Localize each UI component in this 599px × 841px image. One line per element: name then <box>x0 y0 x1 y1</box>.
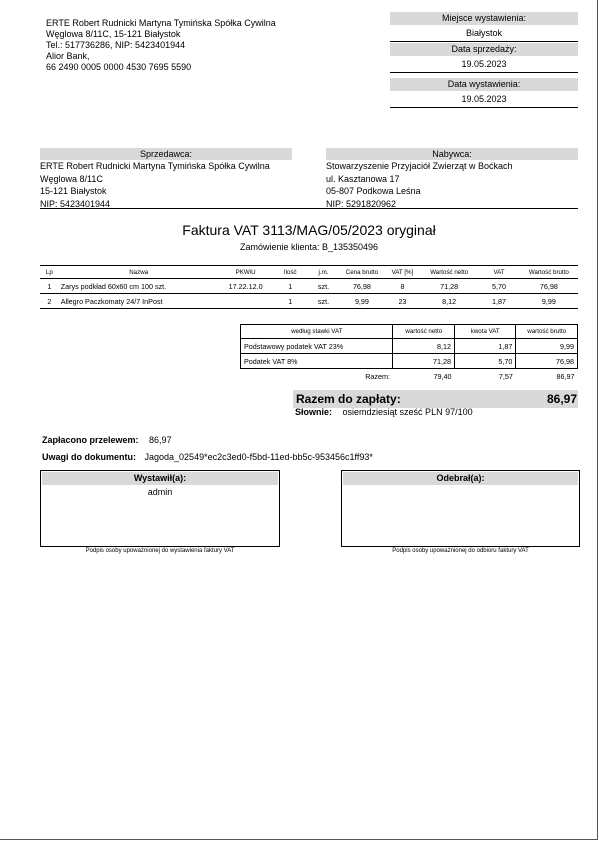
vat-net: 8,12 <box>393 339 455 354</box>
items-header-row <box>40 266 578 279</box>
receiver-label: Odebrał(a): <box>343 472 578 485</box>
issue-date-value: 19.05.2023 <box>390 91 578 108</box>
seller-label: Sprzedawca: <box>40 148 292 160</box>
item-vat-rate: 23 <box>385 294 420 309</box>
vat-header-row <box>241 325 578 339</box>
notes-info <box>42 452 373 463</box>
amount-due-label: Razem do zapłaty: <box>296 392 401 406</box>
item-net-value: 71,28 <box>440 281 459 291</box>
item-name: Zarys podkład 60x60 cm 100 szt. <box>60 281 167 291</box>
vat-col-rate: według stawki VAT <box>241 325 393 339</box>
item-gross-value: 76,98 <box>539 281 558 291</box>
invoice-title: Faktura VAT 3113/MAG/05/2023 oryginał <box>182 222 436 238</box>
item-lp: 2 <box>40 294 59 309</box>
item-qty: 1 <box>273 294 308 309</box>
issuer-signature-box <box>40 470 280 547</box>
col-pkwiu: PKWiU <box>219 266 273 279</box>
seller-header-bank: Alior Bank, <box>46 51 90 61</box>
vat-amount: 1,87 <box>455 339 516 354</box>
vat-col-vat: kwota VAT <box>455 325 516 339</box>
item-gross-price: 9,99 <box>339 294 385 309</box>
vat-rate-name: Podstawowy podatek VAT 23% <box>241 339 393 354</box>
place-value: Białystok <box>390 25 578 42</box>
seller-header-contact: Tel.: 517736286, NIP: 5423401944 <box>46 40 186 50</box>
amount-due-value: 86,97 <box>546 392 577 406</box>
receiver-caption: Podpis osoby upoważnionej do odbioru faktury VAT <box>392 548 529 554</box>
seller-nip: NIP: 5423401944 <box>40 198 111 209</box>
issuer-caption: Podpis osoby upoważnionej do wystawienia faktury VAT <box>85 548 235 554</box>
amount-in-words-value: osiemdziesiąt sześć PLN 97/100 <box>342 407 473 417</box>
invoice-meta <box>390 12 578 108</box>
seller-header-address: Węglowa 8/11C, 15-121 Białystok <box>46 29 181 39</box>
col-gross-price: Cena brutto <box>339 266 385 279</box>
item-pkwiu: 17.22.12.0 <box>228 281 263 291</box>
vat-col-gross: wartość brutto <box>516 325 578 339</box>
vat-rate-name: Podatek VAT 8% <box>241 354 393 369</box>
items-table <box>40 265 578 309</box>
item-vat-amount: 5,70 <box>492 281 507 291</box>
col-vat-amount: VAT <box>478 266 520 279</box>
table-row <box>241 339 578 354</box>
buyer-name: Stowarzyszenie Przyjaciół Zwierząt w Boćkach <box>326 161 513 171</box>
paid-label: Zapłacono przelewem: <box>42 435 139 445</box>
table-row <box>40 279 578 294</box>
seller-name: ERTE Robert Rudnicki Martyna Tymińska Spółka Cywilna <box>40 161 270 171</box>
issuer-name: admin <box>147 487 173 497</box>
vat-net: 71,28 <box>393 354 455 369</box>
seller-street: Węglowa 8/11C <box>40 173 103 184</box>
vat-gross: 76,98 <box>516 354 578 369</box>
col-unit: j.m. <box>308 266 339 279</box>
vat-total-gross: 86,97 <box>556 371 575 381</box>
seller-section <box>40 148 292 210</box>
item-vat-rate: 8 <box>400 281 405 291</box>
buyer-section <box>326 148 578 210</box>
item-gross-value: 9,99 <box>520 294 578 309</box>
paid-info <box>42 435 172 446</box>
item-net-value: 8,12 <box>420 294 478 309</box>
col-name: Nazwa <box>59 266 219 279</box>
notes-label: Uwagi do dokumentu: <box>42 452 136 462</box>
col-net-value: Wartość netto <box>420 266 478 279</box>
vat-col-net: wartość netto <box>393 325 455 339</box>
issue-date-label: Data wystawienia: <box>390 78 578 91</box>
vat-gross: 9,99 <box>516 339 578 354</box>
vat-total-label: Razem: <box>365 371 390 381</box>
seller-header <box>46 18 276 73</box>
vat-total-net: 79,40 <box>433 371 452 381</box>
seller-city: 15-121 Białystok <box>40 186 107 196</box>
table-row <box>241 354 578 369</box>
buyer-city: 05-807 Podkowa Leśna <box>326 186 421 196</box>
place-label: Miejsce wystawienia: <box>390 12 578 25</box>
vat-summary-table <box>240 324 578 383</box>
item-qty: 1 <box>288 281 293 291</box>
table-row <box>40 294 578 309</box>
col-vat-rate: VAT [%] <box>385 266 420 279</box>
seller-header-name: ERTE Robert Rudnicki Martyna Tymińska Spółka Cywilna <box>46 18 276 28</box>
col-gross-value: Wartość brutto <box>520 266 578 279</box>
issuer-label: Wystawił(a): <box>42 472 278 485</box>
sale-date-label: Data sprzedaży: <box>390 43 578 56</box>
receiver-signature-box <box>341 470 580 547</box>
item-unit: szt. <box>317 281 330 291</box>
col-qty: Ilość <box>273 266 308 279</box>
col-lp: Lp <box>40 266 59 279</box>
item-unit: szt. <box>308 294 339 309</box>
item-lp: 1 <box>47 281 52 291</box>
amount-due-bar <box>293 390 578 408</box>
order-number: Zamówienie klienta: B_135350496 <box>239 242 379 252</box>
item-pkwiu <box>219 294 273 309</box>
seller-header-account: 66 2490 0005 0000 4530 7695 5590 <box>46 62 192 72</box>
buyer-street: ul. Kasztanowa 17 <box>326 173 400 184</box>
amount-in-words-label: Słownie: <box>295 407 333 417</box>
sale-date-value: 19.05.2023 <box>390 56 578 73</box>
buyer-label: Nabywca: <box>326 148 578 160</box>
notes-value: Jagoda_02549*ec2c3ed0-f5bd-11ed-bb5c-953456c1ff93* <box>144 452 373 462</box>
vat-total-vat: 7,57 <box>498 371 513 381</box>
buyer-nip: NIP: 5291820962 <box>326 198 397 209</box>
item-vat-amount: 1,87 <box>478 294 520 309</box>
amount-in-words <box>295 407 578 418</box>
item-name: Allegro Paczkomaty 24/7 InPost <box>59 294 219 309</box>
vat-amount: 5,70 <box>455 354 516 369</box>
section-divider <box>40 208 578 209</box>
item-gross-price: 76,98 <box>352 281 371 291</box>
paid-value: 86,97 <box>149 435 172 445</box>
vat-total-row <box>241 369 578 384</box>
